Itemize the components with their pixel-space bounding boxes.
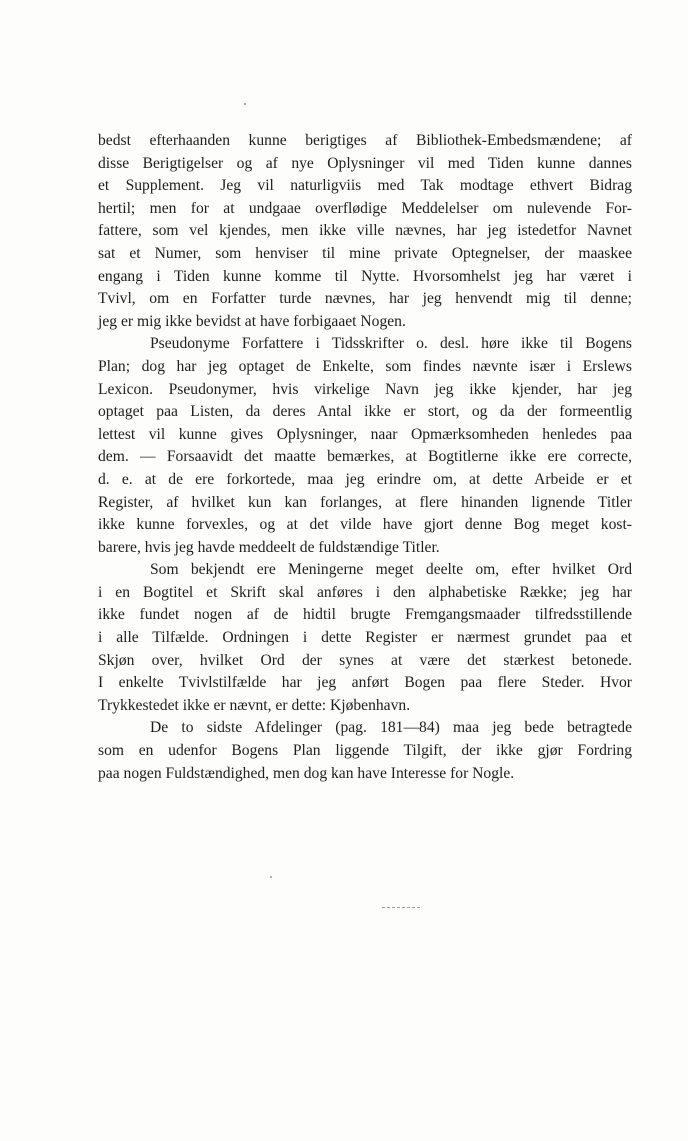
text-line: ikke fundet nogen af de hidtil brugte Fremgangsmaader tilfredsstillende: [98, 606, 632, 624]
text-line: i en Bogtitel et Skrift skal anføres i den alphabetiske Række; jeg har: [98, 583, 632, 601]
text-line: Skjøn over, hvilket Ord der synes at være det stærkest betonede.: [98, 651, 632, 669]
text-line: Som bekjendt ere Meningerne meget deelte om, efter hvilket Ord: [150, 561, 632, 579]
text-line: jeg er mig ikke bevidst at have forbigaaet Nogen.: [98, 312, 406, 330]
text-line: Trykkestedet ikke er nævnt, er dette: Kjøbenhavn.: [98, 696, 411, 714]
text-line: som en udenfor Bogens Plan liggende Tilgift, der ikke gjør Fordring: [98, 742, 632, 760]
text-line: I enkelte Tvivlstilfælde har jeg anført Bogen paa flere Steder. Hvor: [98, 674, 632, 692]
text-line: d. e. at de ere forkortede, maa jeg erindre om, at dette Arbeide er et: [98, 470, 632, 488]
text-line: Pseudonyme Forfattere i Tidsskrifter o. desl. høre ikke til Bogens: [150, 335, 632, 353]
text-line: engang i Tiden kunne komme til Nytte. Hvorsomhelst jeg har været i: [98, 267, 632, 285]
text-line: sat et Numer, som henviser til mine private Optegnelser, der maaskee: [98, 244, 632, 262]
text-line: Lexicon. Pseudonymer, hvis virkelige Navn jeg ikke kjender, har jeg: [98, 380, 632, 398]
text-line: optaget paa Listen, da deres Antal ikke er stort, og da der formeentlig: [98, 403, 632, 421]
text-line: dem. — Forsaavidt det maatte bemærkes, at Bogtitlerne ikke ere correcte,: [98, 448, 632, 466]
text-line: Plan; dog har jeg optaget de Enkelte, som findes nævnte især i Erslews: [98, 357, 632, 375]
text-line: hertil; men for at undgaae overflødige Meddelelser om nulevende For-: [98, 199, 632, 217]
text-line: ikke kunne forvexles, og at det vilde have gjort denne Bog meget kost-: [98, 516, 632, 534]
text-line: i alle Tilfælde. Ordningen i dette Register er nærmest grundet paa et: [98, 629, 632, 647]
text-line: bedst efterhaanden kunne berigtiges af Bibliothek-Embedsmændene; af: [98, 132, 632, 149]
paragraph-4: [98, 717, 632, 785]
body-text: [98, 130, 632, 785]
text-line: et Supplement. Jeg vil naturligviis med Tak modtage ethvert Bidrag: [98, 177, 632, 195]
text-line: paa nogen Fuldstændighed, men dog kan have Interesse for Nogle.: [98, 764, 515, 782]
ink-speck: [244, 103, 246, 105]
text-line: fattere, som vel kjendes, men ikke ville nævnes, har jeg istedetfor Navnet: [98, 222, 632, 240]
paragraph-3: [98, 559, 632, 717]
text-line: De to sidste Afdelinger (pag. 181—84) maa jeg bede betragtede: [150, 719, 632, 737]
text-line: Tvivl, om en Forfatter turde nævnes, har jeg henvendt mig til denne;: [98, 290, 632, 308]
ink-speck: [270, 876, 272, 878]
paragraph-1: [98, 130, 632, 333]
text-line: lettest vil kunne gives Oplysninger, naar Opmærksomheden henledes paa: [98, 425, 632, 443]
end-rule-divider: [382, 907, 420, 908]
text-line: Register, af hvilket kun kan forlanges, at flere hinanden lignende Titler: [98, 493, 632, 511]
paragraph-2: [98, 333, 632, 559]
text-line: barere, hvis jeg havde meddeelt de fuldstændige Titler.: [98, 538, 440, 556]
text-line: disse Berigtigelser og af nye Oplysninger vil med Tiden kunne dannes: [98, 154, 632, 172]
